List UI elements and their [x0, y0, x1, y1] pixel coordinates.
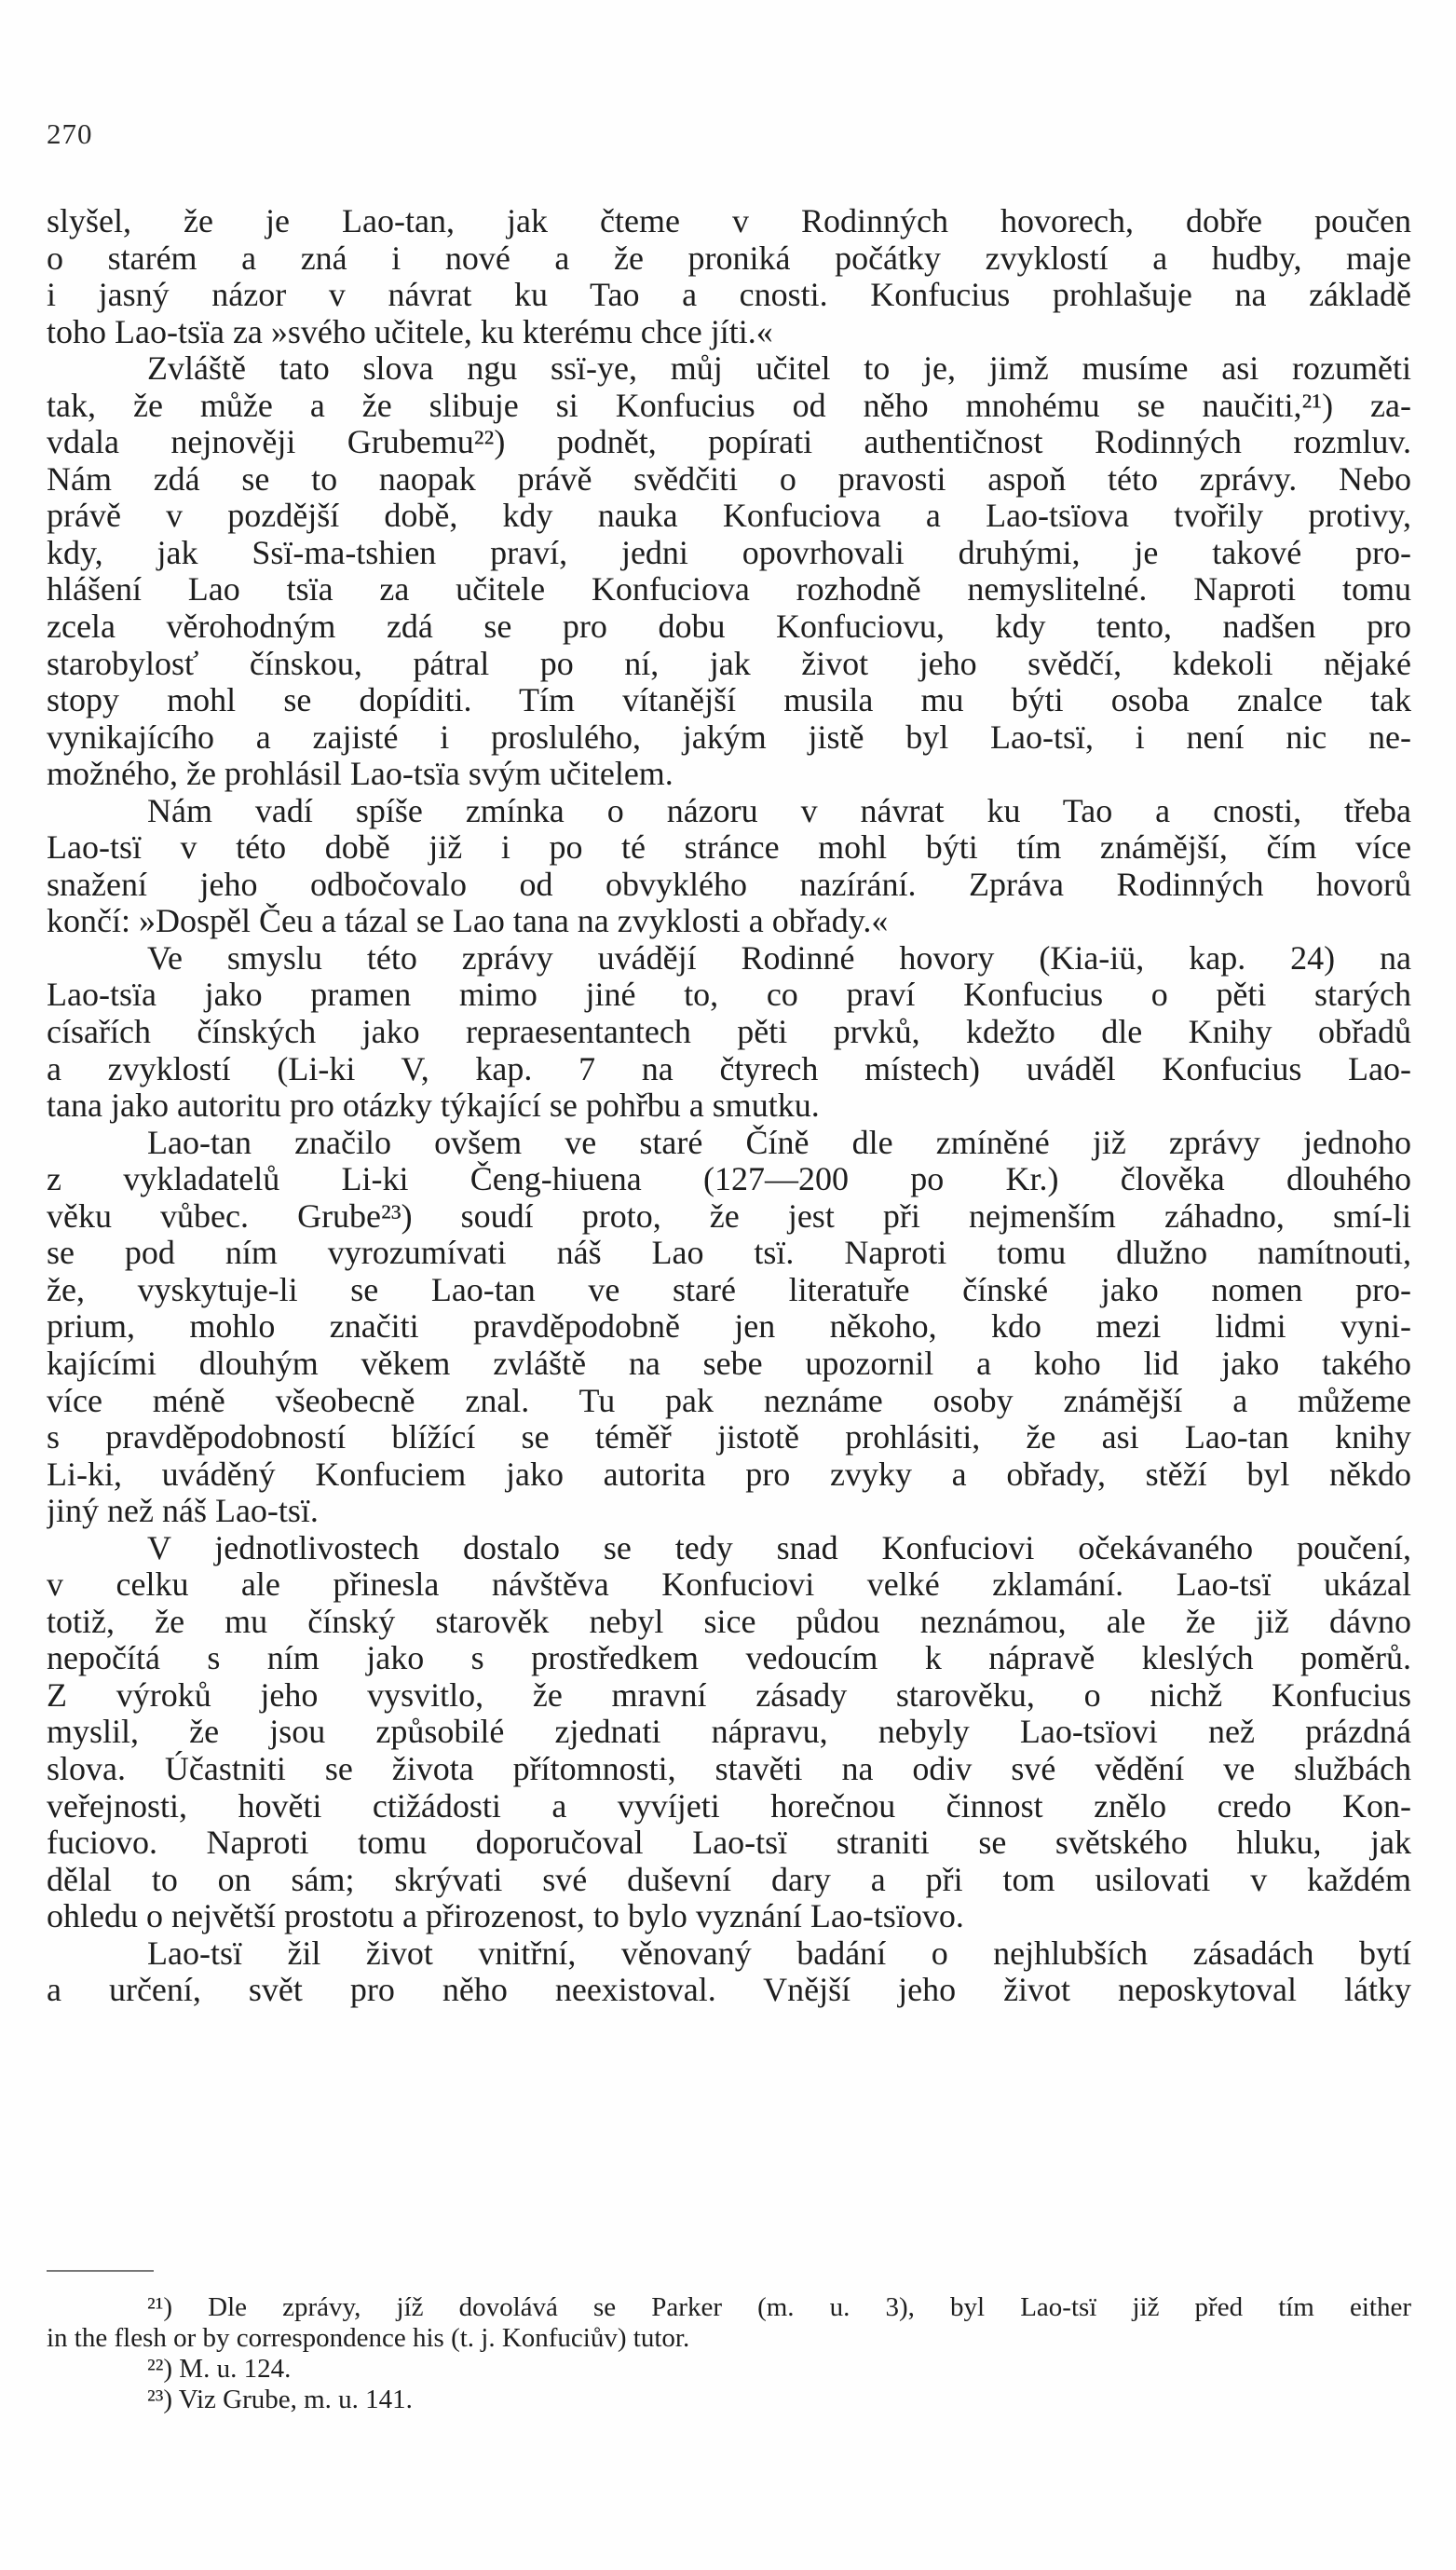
text-line: s pravděpodobností blížící se téměř jistotě prohlásiti, že asi Lao-tan knihy	[47, 1419, 1411, 1456]
text-line: Nám zdá se to naopak právě svědčiti o pravosti aspoň této zprávy. Nebo	[47, 460, 1411, 498]
text-line: snažení jeho odbočovalo od obvyklého nazírání. Zpráva Rodinných hovorů	[47, 866, 1411, 903]
text-line: možného, že prohlásil Lao-tsïa svým učitelem.	[47, 756, 674, 793]
text-line: Lao-tsï žil život vnitřní, věnovaný badání o nejhlubších zásadách bytí	[147, 1934, 1411, 1972]
text-line: Nám vadí spíše zmínka o názoru v návrat ku Tao a cnosti, třeba	[147, 792, 1411, 829]
text-line: Lao-tsï v této době již i po té stránce mohl býti tím známější, čím více	[47, 829, 1411, 867]
text-line: hlášení Lao tsïa za učitele Konfuciova rozhodně nemyslitelné. Naproti tomu	[47, 571, 1411, 608]
text-line: vdala nejnověji Grubemu²²) podnět, popírati authentičnost Rodinných rozmluv.	[47, 424, 1411, 461]
text-line: i jasný názor v návrat ku Tao a cnosti. Konfucius prohlašuje na základě	[47, 277, 1411, 314]
text-line: myslil, že jsou způsobilé zjednati nápravu, nebyly Lao-tsïovi než prázdná	[47, 1714, 1411, 1751]
text-line: zcela věrohodným zdá se pro dobu Konfuciovu, kdy tento, nadšen pro	[47, 608, 1411, 646]
text-line: nepočítá s ním jako s prostředkem vedoucím k nápravě kleslých poměrů.	[47, 1640, 1411, 1677]
body-text	[47, 203, 1411, 2009]
footnotes	[47, 2292, 1411, 2415]
text-line: se pod ním vyrozumívati náš Lao tsï. Naproti tomu dlužno namítnouti,	[47, 1235, 1411, 1272]
text-line: V jednotlivostech dostalo se tedy snad Konfuciovi očekávaného poučení,	[147, 1529, 1411, 1566]
text-line: končí: »Dospěl Čeu a tázal se Lao tana na zvyklosti a obřady.«	[47, 903, 889, 940]
footnote-22: ²²) M. u. 124.	[147, 2354, 292, 2384]
text-line: tak, že může a že slibuje si Konfucius od něho mnohému se naučiti,²¹) za-	[47, 387, 1411, 424]
text-line: starobylosť čínskou, pátral po ní, jak život jeho svědčí, kdekoli nějaké	[47, 645, 1411, 682]
text-line: veřejnosti, hověti ctižádosti a vyvíjeti horečnou činnost znělo credo Kon-	[47, 1787, 1411, 1825]
footnote-21-continued: in the flesh or by correspondence his (t. j. Konfuciův) tutor.	[47, 2323, 690, 2353]
footnote-21: ²¹) Dle zprávy, jíž dovolává se Parker (m. u. 3), byl Lao-tsï již před tím either	[147, 2292, 1411, 2322]
text-line: a zvyklostí (Li-ki V, kap. 7 na čtyrech místech) uváděl Konfucius Lao-	[47, 1050, 1411, 1087]
text-line: dělal to on sám; skrývati své duševní dary a při tom usilovati v každém	[47, 1861, 1411, 1898]
page-number: 270	[47, 117, 93, 150]
text-line: že, vyskytuje-li se Lao-tan ve staré literatuře čínské jako nomen pro-	[47, 1271, 1411, 1308]
text-line: stopy mohl se dopíditi. Tím vítanější musila mu býti osoba znalce tak	[47, 682, 1411, 719]
text-line: císařích čínských jako repraesentantech pěti prvků, kdežto dle Knihy obřadů	[47, 1014, 1411, 1051]
text-line: prium, mohlo značiti pravděpodobně jen někoho, kdo mezi lidmi vyni-	[47, 1308, 1411, 1346]
text-line: kajícími dlouhým věkem zvláště na sebe upozornil a koho lid jako takého	[47, 1345, 1411, 1382]
text-line: ohledu o největší prostotu a přirozenost, to bylo vyznání Lao-tsïovo.	[47, 1898, 964, 1935]
text-line: Lao-tan značilo ovšem ve staré Číně dle zmíněné již zprávy jednoho	[147, 1124, 1411, 1161]
text-line: a určení, svět pro něho neexistoval. Vnější jeho život neposkytoval látky	[47, 1972, 1411, 2009]
text-line: slova. Účastniti se života přítomnosti, stavěti na odiv své vědění ve službách	[47, 1750, 1411, 1787]
text-line: Li-ki, uváděný Konfuciem jako autorita pro zvyky a obřady, stěží byl někdo	[47, 1456, 1411, 1493]
text-line: Ve smyslu této zprávy uvádějí Rodinné hovory (Kia-iü, kap. 24) na	[147, 939, 1411, 977]
text-line: více méně všeobecně znal. Tu pak neznáme osoby známější a můžeme	[47, 1382, 1411, 1419]
text-line: Z výroků jeho vysvitlo, že mravní zásady starověku, o nichž Konfucius	[47, 1676, 1411, 1714]
text-line: o starém a zná i nové a že proniká počátky zvyklostí a hudby, maje	[47, 239, 1411, 277]
text-line: slyšel, že je Lao-tan, jak čteme v Rodinných hovorech, dobře poučen	[47, 203, 1411, 239]
text-line: jiný než náš Lao-tsï.	[47, 1493, 319, 1530]
text-line: fuciovo. Naproti tomu doporučoval Lao-tsï straniti se světského hluku, jak	[47, 1825, 1411, 1862]
text-line: tana jako autoritu pro otázky týkající se pohřbu a smutku.	[47, 1087, 820, 1125]
footnote-23: ²³) Viz Grube, m. u. 141.	[147, 2385, 413, 2414]
footnote-divider	[47, 2270, 154, 2272]
text-line: toho Lao-tsïa za »svého učitele, ku kterému chce jíti.«	[47, 313, 773, 350]
text-line: věku vůbec. Grube²³) soudí proto, že jest při nejmenším záhadno, smí-li	[47, 1197, 1411, 1235]
text-line: Lao-tsïa jako pramen mimo jiné to, co praví Konfucius o pěti starých	[47, 977, 1411, 1014]
text-line: v celku ale přinesla návštěva Konfuciovi velké zklamání. Lao-tsï ukázal	[47, 1566, 1411, 1604]
text-line: Zvláště tato slova ngu ssï-ye, můj učitel to je, jimž musíme asi rozuměti	[147, 350, 1411, 388]
text-line: z vykladatelů Li-ki Čeng-hiuena (127—200 po Kr.) člověka dlouhého	[47, 1161, 1411, 1198]
text-line: kdy, jak Ssï-ma-tshien praví, jedni opovrhovali druhými, je takové pro-	[47, 534, 1411, 571]
text-line: vynikajícího a zajisté i proslulého, jakým jistě byl Lao-tsï, i není nic ne-	[47, 718, 1411, 756]
text-line: totiž, že mu čínský starověk nebyl sice půdou neznámou, ale že již dávno	[47, 1603, 1411, 1640]
text-line: právě v pozdější době, kdy nauka Konfuciova a Lao-tsïova tvořily protivy,	[47, 498, 1411, 535]
